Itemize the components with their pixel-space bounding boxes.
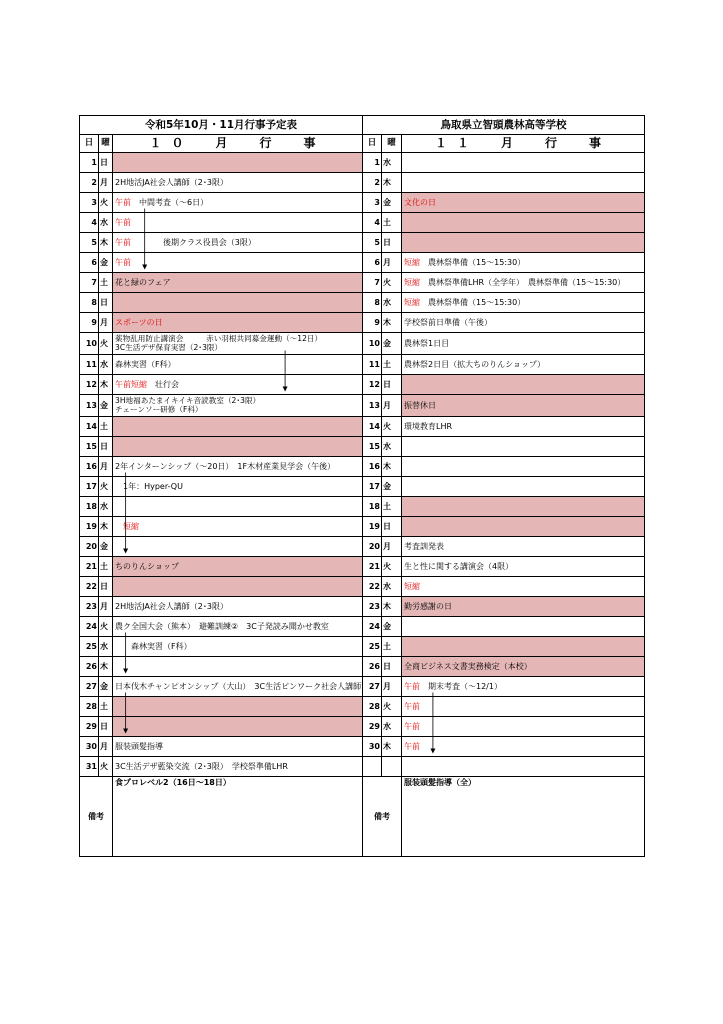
- oct-day-cell: 24: [80, 617, 99, 637]
- nov-day-cell: 16: [363, 457, 382, 477]
- nov-event-cell: [402, 637, 645, 657]
- schedule-row: [80, 457, 645, 477]
- event-text: 午前: [404, 702, 420, 711]
- oct-event-cell: [113, 497, 363, 517]
- oct-weekday-cell: 金: [99, 395, 113, 417]
- oct-event-cell: [113, 313, 363, 333]
- oct-day-cell: 27: [80, 677, 99, 697]
- nov-weekday-cell: [382, 757, 402, 777]
- nov-day-cell: 22: [363, 577, 382, 597]
- nov-event-cell: [402, 577, 645, 597]
- oct-event-cell: [113, 293, 363, 313]
- event-text: 日本伐木チャンピオンシップ（大山） 3C生活ピンワーク社会人講師: [115, 682, 362, 691]
- nov-day-cell: 13: [363, 395, 382, 417]
- oct-event-cell: [113, 697, 363, 717]
- event-text: 森林実習（F科）: [115, 642, 192, 651]
- oct-weekday-cell: 木: [99, 233, 113, 253]
- nov-event-cell: [402, 737, 645, 757]
- oct-day-cell: 10: [80, 333, 99, 355]
- event-text: 振替休日: [404, 401, 436, 410]
- oct-weekday-cell: 土: [99, 697, 113, 717]
- nov-day-cell: 25: [363, 637, 382, 657]
- nov-day-cell: 28: [363, 697, 382, 717]
- oct-event-cell: [113, 637, 363, 657]
- nov-day-cell: 26: [363, 657, 382, 677]
- oct-day-cell: 19: [80, 517, 99, 537]
- nov-day-cell: 14: [363, 417, 382, 437]
- schedule-row: [80, 313, 645, 333]
- oct-day-cell: 3: [80, 193, 99, 213]
- nov-weekday-cell: 金: [382, 477, 402, 497]
- oct-day-cell: 29: [80, 717, 99, 737]
- event-text: 午前: [115, 198, 131, 207]
- schedule-row: [80, 677, 645, 697]
- nov-day-cell: 9: [363, 313, 382, 333]
- nov-day-cell: 6: [363, 253, 382, 273]
- october-notes: 食プロレベル2（16日～18日）: [113, 777, 363, 857]
- oct-event-cell: [113, 717, 363, 737]
- nov-day-cell: 18: [363, 497, 382, 517]
- nov-day-cell: 1: [363, 153, 382, 173]
- oct-day-cell: 12: [80, 375, 99, 395]
- event-text: 花と緑のフェア: [115, 278, 171, 287]
- nov-weekday-cell: 金: [382, 617, 402, 637]
- oct-weekday-cell: 木: [99, 657, 113, 677]
- nov-event-cell: [402, 233, 645, 253]
- schedule-row: [80, 657, 645, 677]
- nov-day-cell: 10: [363, 333, 382, 355]
- oct-weekday-cell: 火: [99, 477, 113, 497]
- nov-weekday-cell: 土: [382, 637, 402, 657]
- oct-weekday-cell: 土: [99, 273, 113, 293]
- event-text: 中間考査（～6日）: [131, 198, 209, 207]
- nov-weekday-cell: 土: [382, 355, 402, 375]
- event-text: 短縮: [115, 522, 139, 531]
- event-text: 全商ビジネス文書実務検定（本校）: [404, 662, 532, 671]
- event-text: 薬物乱用防止講演会 赤い羽根共同募金運動（～12日）: [115, 334, 323, 343]
- nov-day-cell: 23: [363, 597, 382, 617]
- oct-event-cell: [113, 193, 363, 213]
- event-text: スポーツの日: [115, 318, 163, 327]
- nov-day-cell: 20: [363, 537, 382, 557]
- oct-day-cell: 9: [80, 313, 99, 333]
- oct-weekday-cell: 日: [99, 153, 113, 173]
- oct-event-cell: [113, 153, 363, 173]
- nov-weekday-cell: 日: [382, 375, 402, 395]
- nov-weekday-cell: 月: [382, 395, 402, 417]
- oct-weekday-cell: 火: [99, 333, 113, 355]
- event-text: 期末考査（～12/1）: [420, 682, 502, 691]
- oct-event-cell: [113, 677, 363, 697]
- oct-event-cell: [113, 457, 363, 477]
- nov-day-cell: 30: [363, 737, 382, 757]
- event-text: 午前短縮: [115, 380, 147, 389]
- event-text: 2年インターンシップ（～20日） 1F木材産業見学会（午後）: [115, 462, 336, 471]
- oct-day-cell: 31: [80, 757, 99, 777]
- nov-weekday-cell: 火: [382, 697, 402, 717]
- event-text: 午前: [115, 258, 131, 267]
- oct-weekday-cell: 日: [99, 577, 113, 597]
- oct-weekday-cell: 金: [99, 253, 113, 273]
- schedule-row: [80, 697, 645, 717]
- oct-weekday-cell: 火: [99, 617, 113, 637]
- nov-day-cell: 7: [363, 273, 382, 293]
- schedule-row: [80, 497, 645, 517]
- schedule-row: [80, 417, 645, 437]
- nov-weekday-cell: 木: [382, 737, 402, 757]
- oct-day-cell: 13: [80, 395, 99, 417]
- nov-weekday-cell: 月: [382, 537, 402, 557]
- oct-event-cell: [113, 617, 363, 637]
- event-text: 壮行会: [147, 380, 179, 389]
- oct-day-cell: 21: [80, 557, 99, 577]
- event-text: ちのりんショップ: [115, 562, 179, 571]
- oct-event-cell: [113, 395, 363, 417]
- nov-event-cell: [402, 395, 645, 417]
- nov-day-cell: 8: [363, 293, 382, 313]
- nov-event-cell: [402, 597, 645, 617]
- weekday-header: 曜: [99, 135, 113, 153]
- oct-event-cell: [113, 577, 363, 597]
- nov-weekday-cell: 水: [382, 153, 402, 173]
- event-text: 短縮: [404, 298, 420, 307]
- event-text: 環境教育LHR: [404, 422, 453, 431]
- nov-event-cell: [402, 497, 645, 517]
- schedule-table: [79, 115, 645, 857]
- oct-weekday-cell: 金: [99, 537, 113, 557]
- event-text: 午前: [404, 722, 420, 731]
- nov-event-cell: [402, 213, 645, 233]
- oct-weekday-cell: 水: [99, 497, 113, 517]
- nov-day-cell: 21: [363, 557, 382, 577]
- oct-day-cell: 18: [80, 497, 99, 517]
- event-text: 3C生活デザ藍染交流（2･3限） 学校祭準備LHR: [115, 762, 288, 771]
- nov-weekday-cell: 火: [382, 417, 402, 437]
- schedule-row: [80, 173, 645, 193]
- oct-weekday-cell: 月: [99, 313, 113, 333]
- oct-weekday-cell: 日: [99, 717, 113, 737]
- event-text: 農ク全国大会（熊本） 避難訓練② 3C子発読み聞かせ教室: [115, 622, 329, 631]
- schedule-row: [80, 477, 645, 497]
- nov-event-cell: [402, 557, 645, 577]
- event-text: 農林祭2日目（拡大ちのりんショップ）: [404, 360, 546, 369]
- event-text: 短縮: [404, 278, 420, 287]
- oct-weekday-cell: 月: [99, 597, 113, 617]
- schedule-row: [80, 233, 645, 253]
- nov-event-cell: [402, 153, 645, 173]
- event-text: 服装頭髪指導: [115, 742, 163, 751]
- nov-day-cell: 15: [363, 437, 382, 457]
- oct-event-cell: [113, 355, 363, 375]
- oct-weekday-cell: 水: [99, 355, 113, 375]
- nov-weekday-cell: 日: [382, 233, 402, 253]
- nov-event-cell: [402, 193, 645, 213]
- schedule-row: [80, 617, 645, 637]
- event-text: 午前: [404, 682, 420, 691]
- oct-event-cell: [113, 173, 363, 193]
- schedule-row: [80, 517, 645, 537]
- event-text: 午前: [115, 238, 131, 247]
- event-text: 勤労感謝の日: [404, 602, 452, 611]
- nov-day-cell: 2: [363, 173, 382, 193]
- nov-day-cell: 24: [363, 617, 382, 637]
- oct-day-cell: 14: [80, 417, 99, 437]
- oct-day-cell: 23: [80, 597, 99, 617]
- event-text: 短縮: [404, 258, 420, 267]
- schedule-row: [80, 637, 645, 657]
- nov-weekday-cell: 火: [382, 273, 402, 293]
- nov-weekday-cell: 木: [382, 597, 402, 617]
- oct-day-cell: 28: [80, 697, 99, 717]
- oct-day-cell: 2: [80, 173, 99, 193]
- event-text: 農林祭1日目: [404, 339, 450, 348]
- notes-label: 備考: [80, 777, 113, 857]
- notes-label: 備考: [363, 777, 402, 857]
- oct-day-cell: 26: [80, 657, 99, 677]
- event-text: 農林祭準備（15～15:30）: [420, 298, 526, 307]
- oct-weekday-cell: 木: [99, 375, 113, 395]
- day-header: 日: [363, 135, 382, 153]
- nov-event-cell: [402, 717, 645, 737]
- nov-day-cell: 3: [363, 193, 382, 213]
- oct-event-cell: [113, 757, 363, 777]
- schedule-row: [80, 273, 645, 293]
- oct-day-cell: 11: [80, 355, 99, 375]
- october-header: １０ 月 行 事: [113, 135, 363, 153]
- nov-event-cell: [402, 253, 645, 273]
- oct-weekday-cell: 日: [99, 437, 113, 457]
- nov-weekday-cell: 水: [382, 577, 402, 597]
- weekday-header: 曜: [382, 135, 402, 153]
- oct-event-cell: [113, 333, 363, 355]
- oct-event-cell: [113, 253, 363, 273]
- nov-weekday-cell: 水: [382, 437, 402, 457]
- event-text: 2H地活JA社会人講師（2･3限）: [115, 178, 228, 187]
- oct-event-cell: [113, 557, 363, 577]
- oct-event-cell: [113, 737, 363, 757]
- oct-event-cell: [113, 213, 363, 233]
- oct-day-cell: 30: [80, 737, 99, 757]
- oct-weekday-cell: 木: [99, 517, 113, 537]
- nov-weekday-cell: 月: [382, 677, 402, 697]
- oct-day-cell: 25: [80, 637, 99, 657]
- oct-day-cell: 1: [80, 153, 99, 173]
- event-text: 生と性に関する講演会（4限）: [404, 562, 514, 571]
- schedule-row: [80, 717, 645, 737]
- event-text-line2: 3C生活デザ保育実習（2･3限）: [115, 342, 223, 352]
- schedule-row: [80, 557, 645, 577]
- nov-day-cell: 12: [363, 375, 382, 395]
- oct-event-cell: [113, 273, 363, 293]
- oct-day-cell: 17: [80, 477, 99, 497]
- nov-weekday-cell: 木: [382, 313, 402, 333]
- nov-event-cell: [402, 457, 645, 477]
- nov-event-cell: [402, 677, 645, 697]
- event-text: 学校祭前日準備（午後）: [404, 318, 492, 327]
- schedule-row: [80, 213, 645, 233]
- schedule-row: [80, 395, 645, 417]
- nov-event-cell: [402, 417, 645, 437]
- oct-day-cell: 16: [80, 457, 99, 477]
- event-text: 考査訓発表: [404, 542, 444, 551]
- november-header: １１ 月 行 事: [402, 135, 645, 153]
- nov-day-cell: [363, 757, 382, 777]
- oct-day-cell: 20: [80, 537, 99, 557]
- oct-weekday-cell: 日: [99, 293, 113, 313]
- oct-day-cell: 22: [80, 577, 99, 597]
- nov-event-cell: [402, 333, 645, 355]
- nov-event-cell: [402, 517, 645, 537]
- schedule-row: [80, 597, 645, 617]
- nov-event-cell: [402, 273, 645, 293]
- nov-event-cell: [402, 537, 645, 557]
- nov-day-cell: 29: [363, 717, 382, 737]
- nov-day-cell: 5: [363, 233, 382, 253]
- nov-weekday-cell: 日: [382, 517, 402, 537]
- event-text: 農林祭準備（15～15:30）: [420, 258, 526, 267]
- schedule-row: [80, 253, 645, 273]
- schedule-row: [80, 355, 645, 375]
- oct-event-cell: [113, 375, 363, 395]
- oct-event-cell: [113, 233, 363, 253]
- oct-event-cell: [113, 597, 363, 617]
- nov-event-cell: [402, 477, 645, 497]
- page-title: 令和5年10月・11月行事予定表: [80, 116, 363, 135]
- nov-event-cell: [402, 437, 645, 457]
- nov-weekday-cell: 土: [382, 213, 402, 233]
- november-notes: 服装頭髪指導（全）: [402, 777, 645, 857]
- oct-weekday-cell: 月: [99, 173, 113, 193]
- event-text: 2H地活JA社会人講師（2･3限）: [115, 602, 228, 611]
- schedule-row: [80, 577, 645, 597]
- event-text: 後期クラス役員会（3限）: [131, 238, 256, 247]
- nov-weekday-cell: 土: [382, 497, 402, 517]
- event-text: 午前: [404, 742, 420, 751]
- event-text: 農林祭準備LHR（全学年） 農林祭準備（15～15:30）: [420, 278, 626, 287]
- schedule-row: [80, 537, 645, 557]
- event-text: 森林実習（F科）: [115, 360, 176, 369]
- nov-day-cell: 27: [363, 677, 382, 697]
- nov-day-cell: 17: [363, 477, 382, 497]
- oct-event-cell: [113, 437, 363, 457]
- nov-event-cell: [402, 657, 645, 677]
- nov-weekday-cell: 月: [382, 253, 402, 273]
- schedule-row: [80, 737, 645, 757]
- nov-day-cell: 4: [363, 213, 382, 233]
- event-text: 午前: [115, 218, 131, 227]
- nov-weekday-cell: 金: [382, 193, 402, 213]
- event-text-line2: チェーンソー研修（F科）: [115, 404, 203, 414]
- nov-event-cell: [402, 293, 645, 313]
- oct-weekday-cell: 火: [99, 193, 113, 213]
- nov-weekday-cell: 火: [382, 557, 402, 577]
- schedule-row: [80, 757, 645, 777]
- schedule-row: [80, 437, 645, 457]
- oct-day-cell: 4: [80, 213, 99, 233]
- nov-weekday-cell: 木: [382, 173, 402, 193]
- oct-weekday-cell: 火: [99, 757, 113, 777]
- oct-event-cell: [113, 417, 363, 437]
- nov-event-cell: [402, 313, 645, 333]
- nov-event-cell: [402, 375, 645, 395]
- nov-weekday-cell: 水: [382, 293, 402, 313]
- oct-weekday-cell: 水: [99, 637, 113, 657]
- oct-day-cell: 7: [80, 273, 99, 293]
- schedule-row: [80, 375, 645, 395]
- nov-event-cell: [402, 757, 645, 777]
- nov-weekday-cell: 日: [382, 657, 402, 677]
- schedule-row: [80, 153, 645, 173]
- nov-day-cell: 11: [363, 355, 382, 375]
- schedule-row: [80, 333, 645, 355]
- oct-weekday-cell: 水: [99, 213, 113, 233]
- schedule-row: [80, 293, 645, 313]
- oct-weekday-cell: 土: [99, 417, 113, 437]
- event-text: 3H地福あたまイキイキ音読教室（2･3限）: [115, 396, 261, 405]
- oct-day-cell: 6: [80, 253, 99, 273]
- schedule-row: [80, 193, 645, 213]
- day-header: 日: [80, 135, 99, 153]
- nov-event-cell: [402, 617, 645, 637]
- event-text: 短縮: [404, 582, 420, 591]
- nov-day-cell: 19: [363, 517, 382, 537]
- oct-event-cell: [113, 517, 363, 537]
- oct-day-cell: 8: [80, 293, 99, 313]
- oct-event-cell: [113, 537, 363, 557]
- oct-weekday-cell: 月: [99, 457, 113, 477]
- nov-event-cell: [402, 173, 645, 193]
- nov-weekday-cell: 金: [382, 333, 402, 355]
- oct-day-cell: 15: [80, 437, 99, 457]
- nov-event-cell: [402, 355, 645, 375]
- oct-weekday-cell: 土: [99, 557, 113, 577]
- oct-event-cell: [113, 657, 363, 677]
- school-name: 鳥取県立智頭農林高等学校: [363, 116, 645, 135]
- oct-weekday-cell: 金: [99, 677, 113, 697]
- oct-day-cell: 5: [80, 233, 99, 253]
- nov-weekday-cell: 水: [382, 717, 402, 737]
- nov-event-cell: [402, 697, 645, 717]
- oct-weekday-cell: 月: [99, 737, 113, 757]
- oct-event-cell: [113, 477, 363, 497]
- nov-weekday-cell: 木: [382, 457, 402, 477]
- schedule-sheet: [79, 115, 644, 857]
- event-text: 1年：Hyper-QU: [115, 482, 183, 491]
- event-text: 文化の日: [404, 198, 436, 207]
